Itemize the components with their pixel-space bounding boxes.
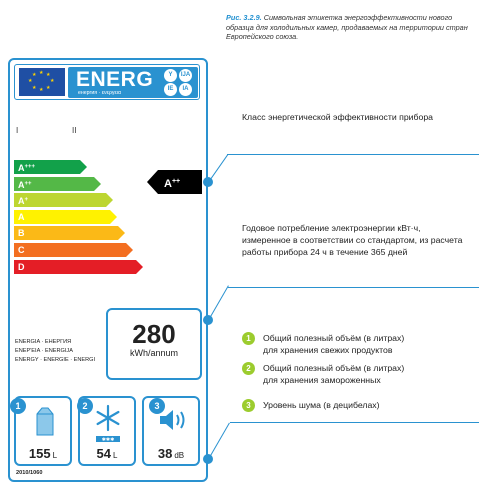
energ-word: ENERG (76, 68, 154, 91)
energia-text (15, 338, 95, 365)
legend-text: Общий полезный объём (в литрах) для хранения замороженных (263, 363, 405, 385)
cell-badge-2: 2 (77, 398, 93, 414)
frozen-volume-value: 54 L (96, 446, 118, 461)
class-bar-a3: A+++ (14, 160, 80, 174)
class-bar-b: B (14, 226, 118, 240)
figure-number: Рис. 3.2.9. (226, 13, 262, 22)
figure-caption-text: Символьная этикетка энергоэффективности нового образца для холодильных камер, продаваемых на территории стран Европейского союза. (226, 13, 468, 42)
legend-text: Общий полезный объём (в литрах) для хранения свежих продуктов (263, 333, 405, 355)
energia-line: ENERGY · ENERGIE · ENERGI (15, 357, 96, 363)
pointer-line-cells (208, 423, 230, 460)
rule-cells (230, 422, 479, 423)
model-field: II (72, 126, 77, 135)
noise-value: 38 dB (157, 446, 185, 461)
consumption-box (106, 308, 202, 380)
kwh-unit: kWh/annum (129, 348, 179, 358)
rule-consumption (228, 287, 479, 288)
pointer-line-class (208, 154, 228, 182)
regulation-number: 2010/1060 (16, 470, 43, 476)
annotation-consumption: Годовое потребление электроэнергии кВт·ч, измеренное в соответствии со стандартом, из расчета работы прибора 24 ч в течение 365 дней (242, 223, 463, 257)
class-bar-c: C (14, 243, 126, 257)
star-rating-icon (96, 436, 120, 442)
label-header (14, 64, 200, 100)
legend-text: Уровень шума (в децибелах) (263, 400, 380, 410)
class-bar-a: A (14, 210, 110, 224)
efficiency-scale (14, 160, 136, 276)
lang-circle-ie: IE (164, 83, 177, 96)
cell-badge-3: 3 (149, 398, 165, 414)
energ-subtitle: енергия · ενεργεια (78, 90, 121, 96)
class-bar-a2: A++ (14, 177, 94, 191)
pointer-line-consumption (208, 285, 229, 320)
energ-logo (68, 67, 198, 98)
cell-badge-1: 1 (10, 398, 26, 414)
figure-caption (226, 13, 472, 42)
class-bar-d: D (14, 260, 136, 274)
legend-badge: 1 (242, 332, 255, 345)
current-class-arrow: A++ (158, 170, 202, 194)
energia-line: ENEP'EIA · ENERGIJA (15, 348, 73, 354)
snowflake-icon (94, 404, 122, 432)
legend-badge: 3 (242, 399, 255, 412)
lang-circle-y: Y (164, 69, 177, 82)
eu-flag-icon: ★ ★ ★ ★ ★ ★ ★ ★ (19, 68, 65, 96)
energy-label (8, 58, 208, 482)
lang-circle-ia: IA (179, 83, 192, 96)
energia-line: ENERGIA · ЕНЕРГИЯ (15, 339, 72, 345)
fresh-volume-value: 155 L (28, 446, 58, 461)
svg-text:✱✱✱: ✱✱✱ (101, 437, 115, 442)
kwh-value: 280 (132, 319, 176, 349)
milk-carton-icon (34, 406, 56, 436)
lang-circle-ija: IJA (179, 69, 192, 82)
rule-class (227, 154, 479, 155)
legend-badge: 2 (242, 362, 255, 375)
annotation-class: Класс энергетической эффективности прибора (242, 112, 433, 122)
class-bar-a1: A+ (14, 193, 106, 207)
supplier-field: I (16, 126, 19, 135)
